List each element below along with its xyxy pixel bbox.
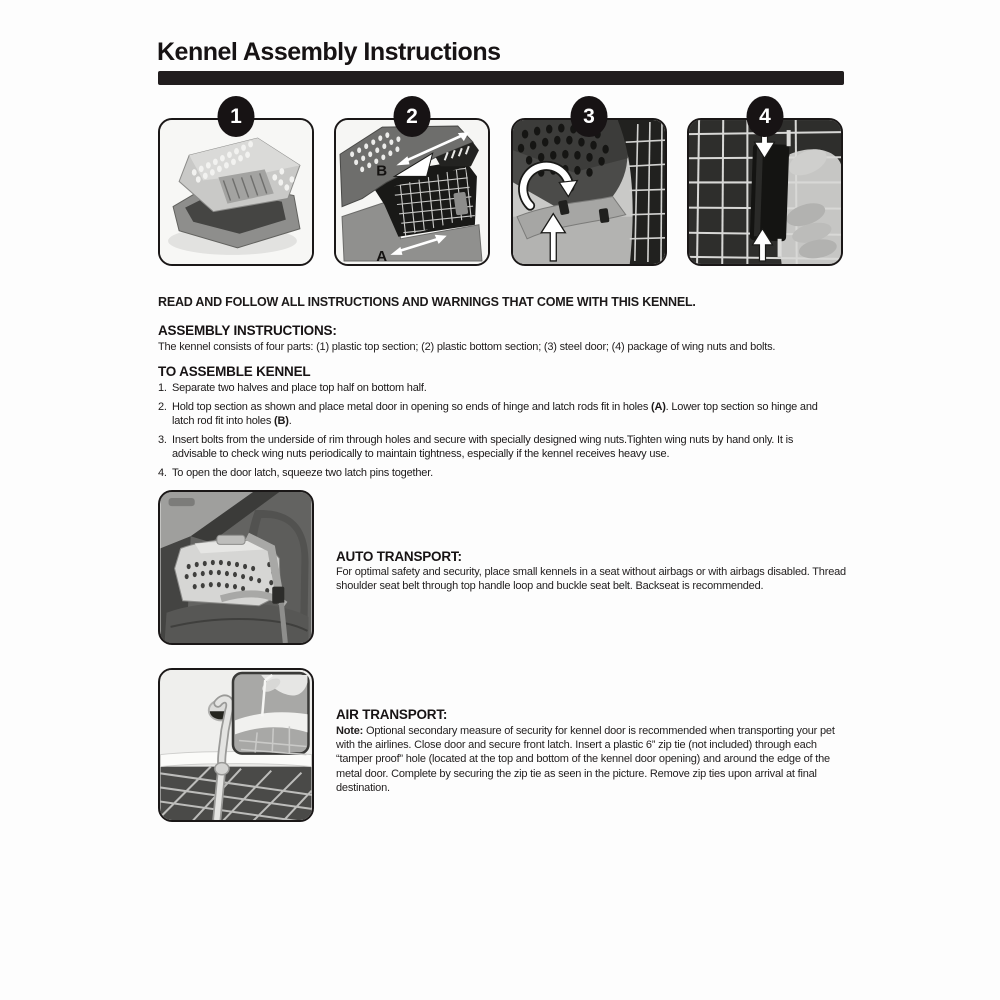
- step-3-badge: 3: [571, 96, 608, 137]
- auto-transport-photo-kennel-in-car-seat: [158, 490, 314, 645]
- item-text: Separate two halves and place top half on bottom half.: [172, 382, 427, 394]
- inset-photo-hand-inserting-zip-tie: [233, 673, 309, 755]
- hole-b-label: B: [376, 162, 388, 180]
- assembly-instructions-heading: ASSEMBLY INSTRUCTIONS:: [158, 323, 337, 338]
- item-number: 4.: [158, 467, 167, 479]
- car-seat-illustration: [160, 492, 312, 643]
- auto-transport-heading: AUTO TRANSPORT:: [336, 549, 462, 564]
- warning-line: READ AND FOLLOW ALL INSTRUCTIONS AND WARNINGS THAT COME WITH THIS KENNEL.: [158, 295, 696, 309]
- step-1-photo-kennel-halves-stacked: [158, 118, 314, 266]
- hole-a-label: A: [376, 247, 388, 264]
- latch-squeeze-illustration: [689, 120, 841, 264]
- wing-nut-illustration: [513, 120, 665, 264]
- step-4-figure: [687, 96, 843, 268]
- list-item: [158, 381, 829, 395]
- kennel-halves-illustration: [160, 120, 312, 264]
- step-3-photo-wing-nut-tightening: [511, 118, 667, 266]
- step-1-badge: 1: [218, 96, 255, 137]
- assembly-steps-list: [158, 381, 829, 485]
- item-number: 2.: [158, 401, 167, 413]
- to-assemble-heading: TO ASSEMBLE KENNEL: [158, 364, 311, 379]
- air-transport-photo-zip-tie: [158, 668, 314, 822]
- item-text: Hold top section as shown and place metal door in opening so ends of hinge and latch rods fit in holes (A). Lower top section so hinge and latch rod fit into holes (B).: [172, 401, 818, 427]
- list-item: [158, 400, 829, 428]
- step-4-photo-latch-pin-squeeze: [687, 118, 843, 266]
- step-2-figure: [334, 96, 490, 268]
- auto-transport-body: For optimal safety and security, place small kennels in a seat without airbags or with airbags disabled. Thread shoulder seat belt through top handle loop and buckle seat belt. Backseat is recommended.: [336, 566, 846, 592]
- list-item: [158, 466, 829, 480]
- door-placement-illustration: [336, 120, 488, 264]
- step-3-figure: [511, 96, 667, 268]
- kennel-handle: [217, 535, 245, 544]
- list-item: [158, 433, 829, 461]
- step-1-figure: [158, 96, 314, 268]
- title-divider-bar: [158, 71, 844, 85]
- step-2-photo-door-placement: [334, 118, 490, 266]
- step-2-badge: 2: [394, 96, 431, 137]
- item-text: Insert bolts from the underside of rim through holes and secure with specially designed wing nuts.Tighten wing nuts by hand only. It is advisable to check wing nuts periodically to maintain tightness, especially if the kennel receives heavy use.: [172, 434, 794, 460]
- latch-rod: [787, 130, 791, 146]
- page-title: Kennel Assembly Instructions: [157, 38, 501, 66]
- zip-tie-illustration: [160, 670, 312, 820]
- latch-pin: [778, 239, 782, 257]
- step-4-badge: 4: [747, 96, 784, 137]
- assembly-instructions-body: The kennel consists of four parts: (1) plastic top section; (2) plastic bottom section; (3) steel door; (4) package of wing nuts and bolts.: [158, 341, 776, 353]
- air-transport-body: Note: Optional secondary measure of security for kennel door is recommended when transporting your pet with the airlines. Close door and secure front latch. Insert a plastic 6” zip tie (not included) through each “tamper proof” hole (located at the top and bottom of the kennel door opening) and around the edge of the metal door. Complete by securing the zip tie as seen in the picture. Remove zip ties upon arrival at final destination.: [336, 725, 835, 794]
- item-number: 3.: [158, 434, 167, 446]
- item-number: 1.: [158, 382, 167, 394]
- air-transport-heading: AIR TRANSPORT:: [336, 707, 448, 722]
- item-text: To open the door latch, squeeze two latch pins together.: [172, 467, 433, 479]
- belt-buckle: [272, 587, 284, 604]
